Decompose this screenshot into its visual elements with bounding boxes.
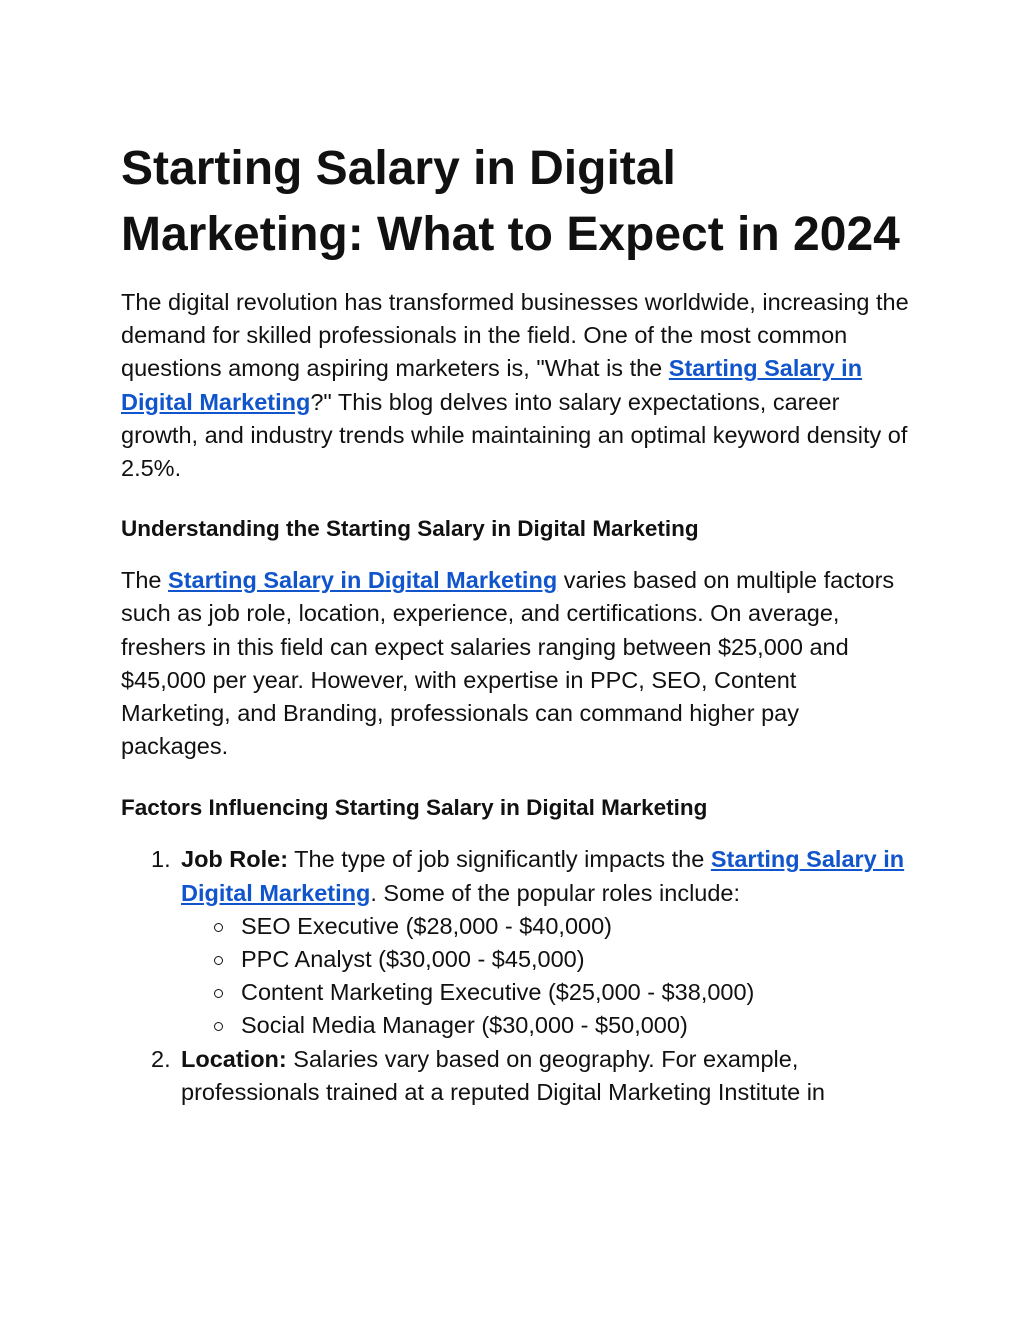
- job-role-salary-link[interactable]: Starting Salary in Digital Marketing: [181, 846, 905, 906]
- factors-heading: Factors Influencing Starting Salary in Digital Marketing: [121, 795, 708, 821]
- list-item: [181, 976, 911, 1009]
- list-item: [181, 910, 911, 943]
- intro-salary-link[interactable]: Starting Salary in Digital Marketing: [121, 355, 863, 415]
- location-label: Location:: [181, 1045, 287, 1072]
- factors-list: [121, 843, 911, 1109]
- understanding-text-after: varies based on multiple factors such as job role, location, experience, and certifications. On average, freshers in this field can expect salaries ranging between $25,000 and $45,000 per year. However, with expertise in PPC, SEO, Content Marketing, and Branding, professionals can command higher pay packages.: [121, 567, 895, 760]
- hollow-circle-bullet-icon: [214, 956, 223, 965]
- list-number: 1.: [151, 846, 171, 873]
- list-item: [121, 1043, 911, 1109]
- list-item: [121, 843, 911, 1042]
- role-text: Social Media Manager ($30,000 - $50,000): [241, 1012, 688, 1039]
- document-page: [121, 136, 911, 1109]
- role-text: PPC Analyst ($30,000 - $45,000): [241, 946, 585, 973]
- understanding-paragraph: [121, 564, 911, 763]
- understanding-salary-link[interactable]: Starting Salary in Digital Marketing: [168, 567, 558, 594]
- location-text: Salaries vary based on geography. For example, professionals trained at a reputed Digital Marketing Institute in: [181, 1045, 825, 1105]
- hollow-circle-bullet-icon: [214, 989, 223, 998]
- understanding-text-before: The: [121, 567, 169, 594]
- role-text: SEO Executive ($28,000 - $40,000): [241, 912, 612, 939]
- list-item: [181, 1009, 911, 1042]
- role-text: Content Marketing Executive ($25,000 - $38,000): [241, 979, 755, 1006]
- job-role-label: Job Role:: [181, 846, 289, 873]
- hollow-circle-bullet-icon: [214, 923, 223, 932]
- page-title: Starting Salary in Digital Marketing: What to Expect in 2024: [121, 142, 900, 261]
- list-item: [181, 943, 911, 976]
- intro-text-after: ?" This blog delves into salary expectations, career growth, and industry trends while maintaining an optimal keyword density of 2.5%.: [121, 388, 908, 482]
- job-role-text-after: . Some of the popular roles include:: [370, 879, 741, 906]
- intro-text-before: The digital revolution has transformed businesses worldwide, increasing the demand for skilled professionals in the field. One of the most common questions among aspiring marketers is, "What is the: [121, 289, 909, 382]
- job-role-text-before: The type of job significantly impacts the: [288, 846, 711, 873]
- hollow-circle-bullet-icon: [214, 1022, 223, 1031]
- understanding-heading: Understanding the Starting Salary in Digital Marketing: [121, 516, 699, 542]
- roles-list: [181, 910, 911, 1043]
- intro-paragraph: [121, 286, 911, 485]
- list-number: 2.: [151, 1045, 171, 1072]
